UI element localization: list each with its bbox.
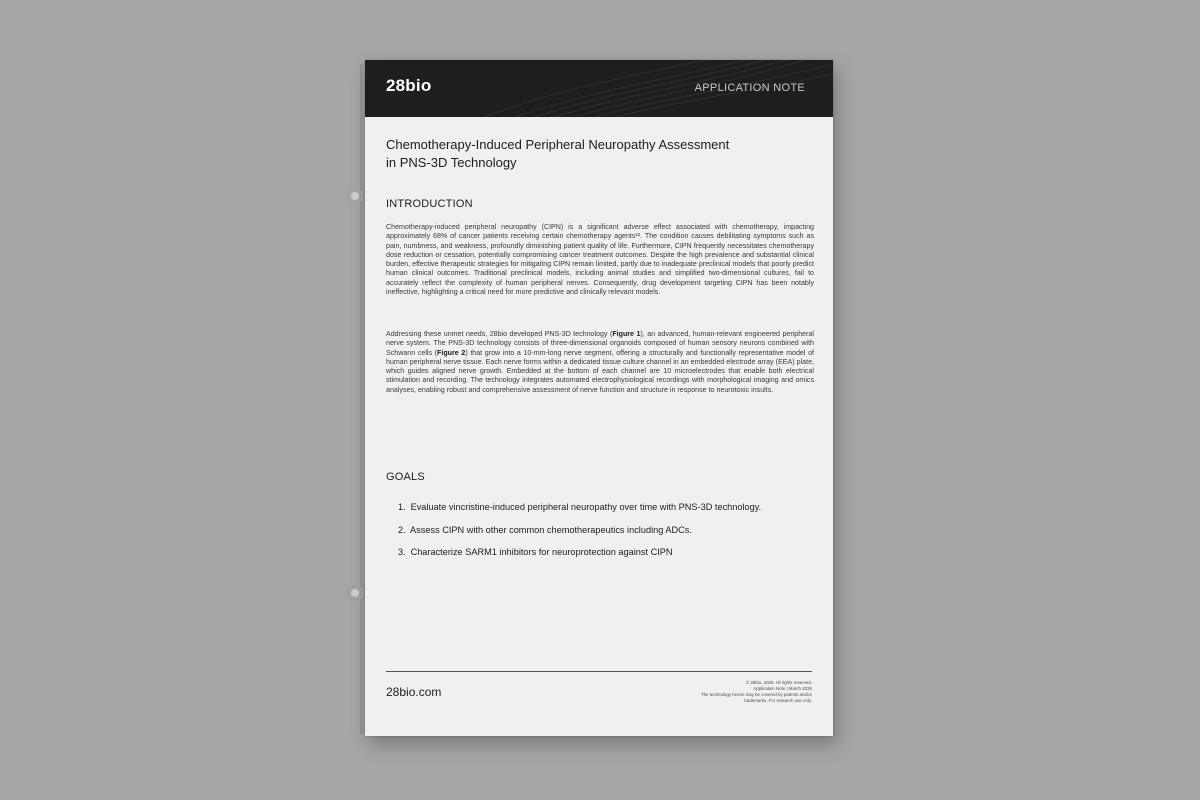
ring-hole: [351, 192, 359, 200]
header-band: [365, 60, 833, 117]
legal-line-3: The technology herein may be covered by patents and/or: [700, 692, 812, 697]
p2-text-a: Addressing these unmet needs, 28bio developed PNS-3D technology (: [386, 330, 613, 338]
legal-line-4: trademarks. For research use only.: [744, 698, 812, 703]
p2-text-c: ) that grow into a 10-mm-long nerve segment, offering a structurally and functionally representative model of human peripheral nerve tissue. Each nerve forms within a dedicated tissue culture channel in an embedded electrode array (EEA) plate, which guides aligned nerve growth. Embedded at the bottom of each channel are 10 microelectrodes that enable both electrical stimulation and recording. The technology integrates automated electrophysiological recordings with morphological imaging and omics analyses, enabling robust and comprehensive assessment of nerve function and structure in response to neurotoxic insults.: [386, 348, 815, 394]
brand-logo: 28bio: [386, 76, 432, 95]
p2-text-b: ), an advanced, human-relevant engineered peripheral nerve system. The PNS-3D technology consists of three-dimensional organoids composed of human sensory neurons combined with Schwann cells (: [386, 330, 814, 357]
footer-legal: [662, 680, 812, 704]
ring-hole: [351, 589, 359, 597]
title-line-2: in PNS-3D Technology: [386, 155, 517, 170]
title-line-1: Chemotherapy-Induced Peripheral Neuropathy Assessment: [386, 137, 730, 152]
legal-line-2: Application Note | March 2025: [753, 686, 812, 691]
figure-1-ref: Figure 1: [612, 330, 641, 338]
goal-number: 1.: [398, 502, 406, 512]
binder-ring-top: [347, 188, 363, 204]
intro-paragraph-1: Chemotherapy-induced peripheral neuropathy (CIPN) is a significant adverse effect associated with chemotherapy, impacting approximately 68% of cancer patients receiving certain chemotherapy agents¹². The condition causes debilitating symptoms such as pain, numbness, and weakness, profoundly diminishing patient quality of life. Furthermore, CIPN frequently necessitates chemotherapy dose reduction or cessation, potentially compromising cancer treatment outcomes. Despite the high prevalence and substantial clinical burden, effective therapeutic strategies for mitigating CIPN remain limited, partly due to inadequate preclinical models that poorly predict human clinical outcomes. Traditional preclinical models, including animal studies and simplified two-dimensional cultures, fail to accurately reflect the complexity of human peripheral nerves. Consequently, drug development targeting CIPN has been notably ineffective, highlighting a critical need for more predictive and clinically relevant models.: [386, 223, 814, 296]
figure-2-ref: Figure 2: [437, 348, 466, 357]
document-title: [386, 136, 786, 172]
header-label: APPLICATION NOTE: [694, 82, 805, 94]
binder-ring-bottom: [347, 585, 363, 601]
document-page: [365, 60, 833, 736]
goal-item: [386, 524, 826, 536]
legal-line-1: © 28bio, 2025. All rights reserved.: [746, 680, 812, 685]
goal-text: Characterize SARM1 inhibitors for neuroprotection against CIPN: [410, 547, 673, 557]
goal-item: [386, 501, 826, 513]
footer-website: 28bio.com: [386, 685, 442, 699]
footer-divider: [386, 671, 812, 672]
goal-number: 2.: [398, 524, 406, 535]
intro-paragraph-2: [386, 330, 814, 395]
goal-item: [386, 546, 826, 558]
goals-heading: GOALS: [386, 471, 425, 483]
goal-text: Assess CIPN with other common chemotherapeutics including ADCs.: [410, 524, 692, 535]
goal-text: Evaluate vincristine-induced peripheral neuropathy over time with PNS-3D technology.: [410, 502, 762, 512]
goal-number: 3.: [398, 547, 406, 557]
intro-heading: INTRODUCTION: [386, 198, 473, 210]
goals-list: [386, 501, 826, 569]
